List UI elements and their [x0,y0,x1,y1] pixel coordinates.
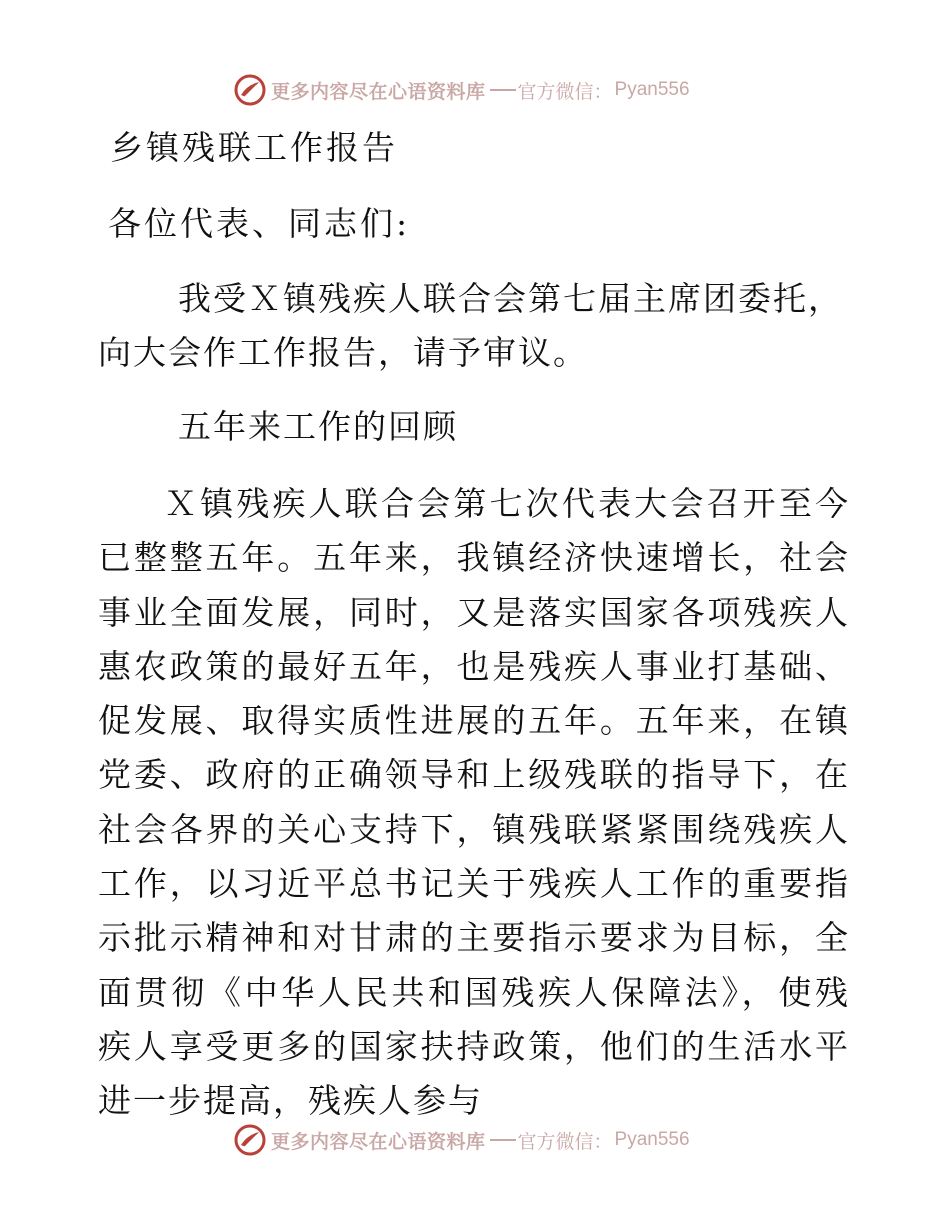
watermark-text: 更多内容尽在心语资料库 [271,1130,486,1153]
document-title: 乡镇残联工作报告 [110,128,398,167]
watermark-wechat-label: 官方微信： [517,80,613,103]
watermark-text: 更多内容尽在心语资料库 [271,80,486,103]
body-paragraph: Ｘ镇残疾人联合会第七次代表大会召开至今已整整五年。五年来，我镇经济快速增长，社会事业全面发展，同时，又是落实国家各项残疾人惠农政策的最好五年，也是残疾人事业打基础、促发展、取得实质性进展的五年。五年来，在镇党委、政府的正确领导和上级残联的指导下，在社会各界的关心支持下，镇残联紧紧围绕残疾人工作，以习近平总书记关于残疾人工作的重要指示批示精神和对甘肃的主要指示要求为目标，全面贯彻《中华人民共和国残疾人保障法》，使残疾人享受更多的国家扶持政策，他们的生活水平进一步提高，残疾人参与 [98,484,850,1121]
watermark-wechat-id: Pyan556 [614,79,690,100]
watermark-wechat-label: 官方微信： [517,1130,613,1153]
intro-line-1: 我受Ｘ镇残疾人联合会第七届主席团委托， [178,279,843,318]
section-heading: 五年来工作的回顾 [178,407,458,446]
watermark-header [233,72,690,108]
watermark-footer [233,1122,690,1158]
watermark-wechat-id: Pyan556 [614,1129,690,1150]
greeting: 各位代表、同志们: [108,204,411,243]
pen-logo-icon [233,73,267,107]
pen-logo-icon [233,1123,267,1157]
watermark-separator [490,1139,516,1141]
intro-line-2: 向大会作工作报告，请予审议。 [98,333,588,372]
watermark-separator [490,89,516,91]
